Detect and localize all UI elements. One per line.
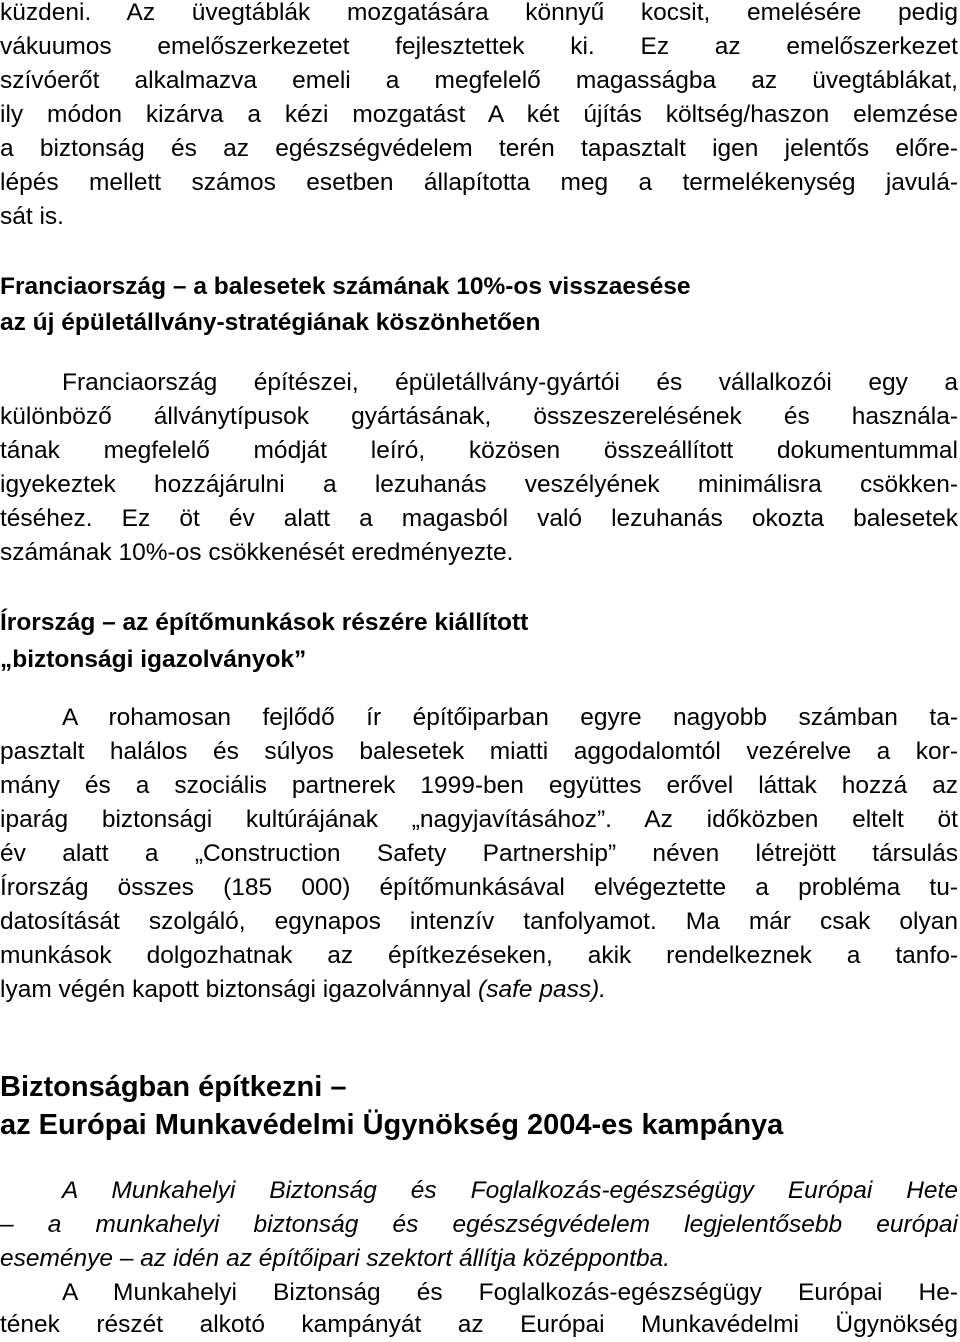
text-line: év alatt a „Construction Safety Partnership” néven létrejött társulás xyxy=(0,840,958,867)
text-line: tának megfelelő módját leíró, közösen összeállított dokumentummal xyxy=(0,437,958,464)
italic-term: (safe pass). xyxy=(478,976,607,1003)
text-line: ily módon kizárva a kézi mozgatást A két újítás költség/haszon elemzése xyxy=(0,101,958,128)
text-line: A rohamosan fejlődő ír építőiparban egyre nagyobb számban ta- xyxy=(62,704,958,731)
text-line: datosítását szolgáló, egynapos intenzív tanfolyamot. Ma már csak olyan xyxy=(0,908,958,935)
text-line: eseménye – az idén az építőipari szektort állítja középpontba. xyxy=(0,1245,671,1272)
text-line: pasztalt halálos és súlyos balesetek miatti aggodalomtól vezérelve a kor- xyxy=(0,738,958,765)
text-span: lyam végén kapott biztonsági igazolvánnyal xyxy=(0,976,479,1003)
section-heading: „biztonsági igazolványok” xyxy=(0,646,307,673)
text-line: küzdeni. Az üvegtáblák mozgatására könnyű kocsit, emelésére pedig xyxy=(0,0,958,26)
section-heading: Biztonságban építkezni – xyxy=(0,1071,347,1103)
section-heading: Franciaország – a balesetek számának 10%-os visszaesése xyxy=(0,273,691,300)
text-line: munkások dolgozhatnak az építkezéseken, akik rendelkeznek a tanfo- xyxy=(0,942,958,969)
text-line: mány és a szociális partnerek 1999-ben együttes erővel láttak hozzá az xyxy=(0,772,958,799)
section-heading: Írország – az építőmunkások részére kiállított xyxy=(0,609,529,636)
text-line: számának 10%-os csökkenését eredményezte. xyxy=(0,539,514,566)
text-line: különböző állványtípusok gyártásának, összeszerelésének és használa- xyxy=(0,403,958,430)
text-line: Írország összes (185 000) építőmunkásával elvégeztette a probléma tu- xyxy=(0,874,958,901)
text-line: lépés mellett számos esetben állapította meg a termelékenység javulá- xyxy=(0,169,958,196)
text-line: A Munkahelyi Biztonság és Foglalkozás-egészségügy Európai Hete xyxy=(62,1177,958,1204)
text-line: téséhez. Ez öt év alatt a magasból való lezuhanás okozta balesetek xyxy=(0,505,958,532)
section-heading: az új épületállvány-stratégiának köszönhetően xyxy=(0,309,541,336)
text-line: a biztonság és az egészségvédelem terén tapasztalt igen jelentős előre- xyxy=(0,135,958,162)
text-line: A Munkahelyi Biztonság és Foglalkozás-egészségügy Európai He- xyxy=(62,1279,958,1306)
text-line: tének részét alkotó kampányát az Európai Munkavédelmi Ügynökség xyxy=(0,1311,958,1338)
section-heading: az Európai Munkavédelmi Ügynökség 2004-es kampánya xyxy=(0,1109,784,1141)
text-line: Franciaország építészei, épületállvány-gyártói és vállalkozói egy a xyxy=(62,369,958,396)
text-line: sát is. xyxy=(0,203,64,230)
text-line: – a munkahelyi biztonság és egészségvédelem legjelentősebb európai xyxy=(0,1211,958,1238)
text-line: vákuumos emelőszerkezetet fejlesztettek ki. Ez az emelőszerkezet xyxy=(0,33,958,60)
text-line: szívóerőt alkalmazva emeli a megfelelő magasságba az üvegtáblákat, xyxy=(0,67,958,94)
text-line: iparág biztonsági kultúrájának „nagyjavításához”. Az időközben eltelt öt xyxy=(0,806,958,833)
text-line xyxy=(0,973,958,1007)
text-line: igyekeztek hozzájárulni a lezuhanás veszélyének minimálisra csökken- xyxy=(0,471,958,498)
